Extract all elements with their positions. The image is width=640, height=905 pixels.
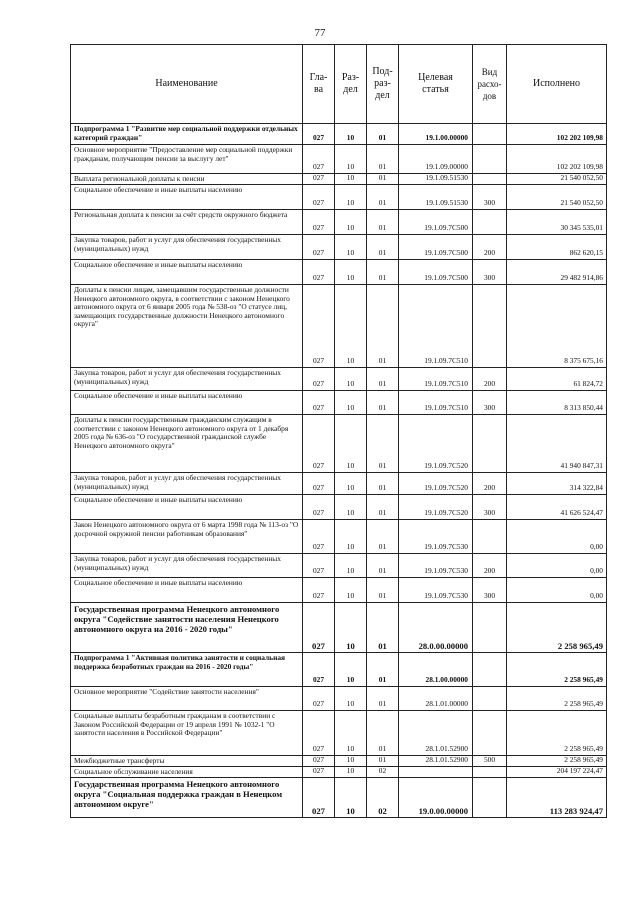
row-section: 10 — [335, 578, 367, 603]
row-section: 10 — [335, 778, 367, 818]
row-chapter: 027 — [303, 554, 335, 578]
row-subsection: 01 — [367, 578, 399, 603]
row-chapter: 027 — [303, 756, 335, 767]
row-subsection: 01 — [367, 391, 399, 415]
row-section: 10 — [335, 285, 367, 368]
row-exp-type: 300 — [473, 260, 507, 285]
row-amount: 0,00 — [507, 520, 607, 554]
row-amount: 29 482 914,86 — [507, 260, 607, 285]
row-chapter: 027 — [303, 285, 335, 368]
row-amount: 41 626 524,47 — [507, 495, 607, 520]
row-subsection: 02 — [367, 767, 399, 778]
row-target: 19.1.09.51530 — [399, 185, 473, 210]
row-exp-type — [473, 603, 507, 653]
row-section: 10 — [335, 235, 367, 260]
header-chapter: Гла- ва — [303, 45, 335, 124]
row-chapter: 027 — [303, 520, 335, 554]
row-exp-type: 200 — [473, 473, 507, 495]
row-section: 10 — [335, 653, 367, 687]
row-chapter: 027 — [303, 174, 335, 185]
row-target: 19.1.09.7С500 — [399, 210, 473, 235]
row-exp-type — [473, 145, 507, 174]
table-row — [71, 653, 607, 687]
row-name: Основное мероприятие "Предоставление мер социальной поддержки гражданам, получающим пенсии за выслугу лет" — [71, 145, 303, 174]
row-amount: 102 202 109,98 — [507, 145, 607, 174]
row-section: 10 — [335, 260, 367, 285]
table-row — [71, 767, 607, 778]
row-target: 28.0.00.00000 — [399, 603, 473, 653]
row-subsection: 01 — [367, 260, 399, 285]
table-row — [71, 285, 607, 368]
row-exp-type — [473, 124, 507, 145]
row-subsection: 01 — [367, 124, 399, 145]
row-subsection: 01 — [367, 473, 399, 495]
row-section: 10 — [335, 767, 367, 778]
row-target: 19.1.09.7С500 — [399, 260, 473, 285]
row-exp-type — [473, 687, 507, 711]
row-amount: 30 345 535,01 — [507, 210, 607, 235]
row-name: Социальное обслуживание населения — [71, 767, 303, 778]
row-target: 19.1.09.7С520 — [399, 495, 473, 520]
row-amount: 21 540 052,50 — [507, 174, 607, 185]
table-body — [71, 124, 607, 818]
row-section: 10 — [335, 391, 367, 415]
row-section: 10 — [335, 473, 367, 495]
row-exp-type: 200 — [473, 554, 507, 578]
row-amount: 61 824,72 — [507, 368, 607, 391]
row-exp-type — [473, 778, 507, 818]
row-target: 19.1.09.51530 — [399, 174, 473, 185]
row-exp-type — [473, 285, 507, 368]
row-target: 19.1.09.7С510 — [399, 368, 473, 391]
table-row — [71, 554, 607, 578]
row-exp-type — [473, 210, 507, 235]
row-section: 10 — [335, 145, 367, 174]
row-chapter: 027 — [303, 473, 335, 495]
row-subsection: 02 — [367, 778, 399, 818]
row-exp-type: 200 — [473, 235, 507, 260]
table-row — [71, 391, 607, 415]
table-row — [71, 578, 607, 603]
row-subsection: 01 — [367, 415, 399, 473]
row-section: 10 — [335, 756, 367, 767]
table-row — [71, 145, 607, 174]
row-target: 19.1.09.7С520 — [399, 415, 473, 473]
row-subsection: 01 — [367, 145, 399, 174]
row-name: Межбюджетные трансферты — [71, 756, 303, 767]
row-subsection: 01 — [367, 687, 399, 711]
row-chapter: 027 — [303, 495, 335, 520]
table-row — [71, 368, 607, 391]
row-amount: 41 940 847,31 — [507, 415, 607, 473]
row-name: Социальное обеспечение и иные выплаты населению — [71, 391, 303, 415]
row-target: 28.1.01.00000 — [399, 687, 473, 711]
row-target: 19.0.00.00000 — [399, 778, 473, 818]
row-name: Социальное обеспечение и иные выплаты населению — [71, 578, 303, 603]
header-name: Наименование — [71, 45, 303, 124]
row-name: Государственная программа Ненецкого автономного округа "Содействие занятости населения Ненецкого автономного округа на 2016 - 2020 годы" — [71, 603, 303, 653]
row-subsection: 01 — [367, 368, 399, 391]
row-amount: 2 258 965,49 — [507, 756, 607, 767]
row-target: 28.1.01.52900 — [399, 756, 473, 767]
row-exp-type — [473, 653, 507, 687]
table-row — [71, 124, 607, 145]
row-name: Региональная доплата к пенсии за счёт средств окружного бюджета — [71, 210, 303, 235]
row-section: 10 — [335, 495, 367, 520]
row-target: 19.1.09.7С510 — [399, 391, 473, 415]
row-target: 19.1.09.7С520 — [399, 473, 473, 495]
row-amount: 102 202 109,98 — [507, 124, 607, 145]
row-target: 28.1.01.52900 — [399, 711, 473, 756]
row-chapter: 027 — [303, 603, 335, 653]
row-name: Выплата региональной доплаты к пенсии — [71, 174, 303, 185]
header-subsection: Под- раз- дел — [367, 45, 399, 124]
row-target: 19.1.09.7С530 — [399, 554, 473, 578]
row-chapter: 027 — [303, 235, 335, 260]
row-exp-type — [473, 520, 507, 554]
row-chapter: 027 — [303, 653, 335, 687]
row-chapter: 027 — [303, 391, 335, 415]
row-target: 19.1.09.7С510 — [399, 285, 473, 368]
row-subsection: 01 — [367, 554, 399, 578]
row-subsection: 01 — [367, 653, 399, 687]
row-chapter: 027 — [303, 578, 335, 603]
table-row — [71, 603, 607, 653]
row-exp-type: 300 — [473, 391, 507, 415]
header-target: Целевая статья — [399, 45, 473, 124]
row-subsection: 01 — [367, 756, 399, 767]
table-row — [71, 473, 607, 495]
table-row — [71, 174, 607, 185]
table-row — [71, 415, 607, 473]
row-subsection: 01 — [367, 174, 399, 185]
row-target — [399, 767, 473, 778]
row-name: Социальное обеспечение и иные выплаты населению — [71, 260, 303, 285]
page-number: 77 — [314, 27, 326, 39]
row-section: 10 — [335, 520, 367, 554]
row-name: Социальное обеспечение и иные выплаты населению — [71, 185, 303, 210]
row-chapter: 027 — [303, 260, 335, 285]
row-amount: 8 313 850,44 — [507, 391, 607, 415]
row-chapter: 027 — [303, 185, 335, 210]
row-name: Закупка товаров, работ и услуг для обеспечения государственных (муниципальных) нужд — [71, 473, 303, 495]
table-row — [71, 520, 607, 554]
row-section: 10 — [335, 554, 367, 578]
row-target: 19.1.09.7С530 — [399, 520, 473, 554]
row-chapter: 027 — [303, 778, 335, 818]
row-exp-type: 300 — [473, 495, 507, 520]
row-exp-type — [473, 711, 507, 756]
header-row — [71, 45, 607, 124]
row-target: 19.1.09.7С500 — [399, 235, 473, 260]
row-amount: 8 375 675,16 — [507, 285, 607, 368]
row-name: Основное мероприятие "Содействие занятости населения" — [71, 687, 303, 711]
row-section: 10 — [335, 185, 367, 210]
row-name: Закупка товаров, работ и услуг для обеспечения государственных (муниципальных) нужд — [71, 554, 303, 578]
table-row — [71, 185, 607, 210]
row-subsection: 01 — [367, 185, 399, 210]
row-amount: 0,00 — [507, 578, 607, 603]
row-exp-type — [473, 415, 507, 473]
row-subsection: 01 — [367, 285, 399, 368]
row-name: Государственная программа Ненецкого автономного округа "Социальная поддержка граждан в Ненецком автономном округе" — [71, 778, 303, 818]
row-name: Закупка товаров, работ и услуг для обеспечения государственных (муниципальных) нужд — [71, 368, 303, 391]
row-exp-type — [473, 174, 507, 185]
row-amount: 2 258 965,49 — [507, 687, 607, 711]
budget-table — [70, 44, 607, 818]
row-subsection: 01 — [367, 603, 399, 653]
row-target: 19.1.00.00000 — [399, 124, 473, 145]
row-exp-type — [473, 767, 507, 778]
row-section: 10 — [335, 687, 367, 711]
row-target: 19.1.09.00000 — [399, 145, 473, 174]
row-name: Закупка товаров, работ и услуг для обеспечения государственных (муниципальных) нужд — [71, 235, 303, 260]
header-exp-type: Вид расхо- дов — [473, 45, 507, 124]
row-amount: 314 322,84 — [507, 473, 607, 495]
row-subsection: 01 — [367, 711, 399, 756]
row-section: 10 — [335, 174, 367, 185]
row-section: 10 — [335, 210, 367, 235]
row-exp-type: 300 — [473, 185, 507, 210]
row-subsection: 01 — [367, 235, 399, 260]
row-chapter: 027 — [303, 711, 335, 756]
row-name: Подпрограмма 1 "Активная политика занятости и социальная поддержка безработных граждан на 2016 - 2020 годы" — [71, 653, 303, 687]
row-name: Закон Ненецкого автономного округа от 6 марта 1998 года № 113-оз "О досрочной окружной пенсии работникам образования" — [71, 520, 303, 554]
row-exp-type: 300 — [473, 578, 507, 603]
row-chapter: 027 — [303, 210, 335, 235]
row-chapter: 027 — [303, 368, 335, 391]
table-row — [71, 711, 607, 756]
header-section: Раз- дел — [335, 45, 367, 124]
row-chapter: 027 — [303, 124, 335, 145]
row-name: Доплаты к пенсии государственным гражданским служащим в соответствии с законом Ненецкого автономного округа от 1 декабря 2005 года № 636-оз "О государственной гражданской службе Ненецкого автономного округа" — [71, 415, 303, 473]
row-amount: 113 283 924,47 — [507, 778, 607, 818]
row-exp-type: 500 — [473, 756, 507, 767]
table-row — [71, 756, 607, 767]
row-name: Доплаты к пенсии лицам, замещавшим государственные должности Ненецкого автономного округа, в соответствии с законом Ненецкого автономного округа от 6 января 2005 года № 538-оз "О статусе лиц, замещающих государственные должности Ненецкого автономного округа" — [71, 285, 303, 368]
row-amount: 204 197 224,47 — [507, 767, 607, 778]
row-amount: 21 540 052,50 — [507, 185, 607, 210]
row-section: 10 — [335, 124, 367, 145]
table-row — [71, 778, 607, 818]
table-row — [71, 235, 607, 260]
row-section: 10 — [335, 415, 367, 473]
table-row — [71, 687, 607, 711]
row-amount: 2 258 965,49 — [507, 711, 607, 756]
row-exp-type: 200 — [473, 368, 507, 391]
table-row — [71, 495, 607, 520]
row-amount: 2 258 965,49 — [507, 653, 607, 687]
row-section: 10 — [335, 603, 367, 653]
row-target: 19.1.09.7С530 — [399, 578, 473, 603]
row-chapter: 027 — [303, 415, 335, 473]
row-amount: 2 258 965,49 — [507, 603, 607, 653]
row-section: 10 — [335, 368, 367, 391]
row-amount: 0,00 — [507, 554, 607, 578]
row-target: 28.1.00.00000 — [399, 653, 473, 687]
row-amount: 862 620,15 — [507, 235, 607, 260]
row-chapter: 027 — [303, 767, 335, 778]
row-chapter: 027 — [303, 687, 335, 711]
row-name: Подпрограмма 1 "Развитие мер социальной поддержки отдельных категорий граждан" — [71, 124, 303, 145]
table-row — [71, 210, 607, 235]
table-row — [71, 260, 607, 285]
row-section: 10 — [335, 711, 367, 756]
row-name: Социальные выплаты безработным гражданам в соответствии с Законом Российской Федерации от 19 апреля 1991 № 1032-1 "О занятости населения в Российской Федерации" — [71, 711, 303, 756]
row-name: Социальное обеспечение и иные выплаты населению — [71, 495, 303, 520]
row-subsection: 01 — [367, 520, 399, 554]
row-chapter: 027 — [303, 145, 335, 174]
row-subsection: 01 — [367, 210, 399, 235]
row-subsection: 01 — [367, 495, 399, 520]
header-executed: Исполнено — [507, 45, 607, 124]
